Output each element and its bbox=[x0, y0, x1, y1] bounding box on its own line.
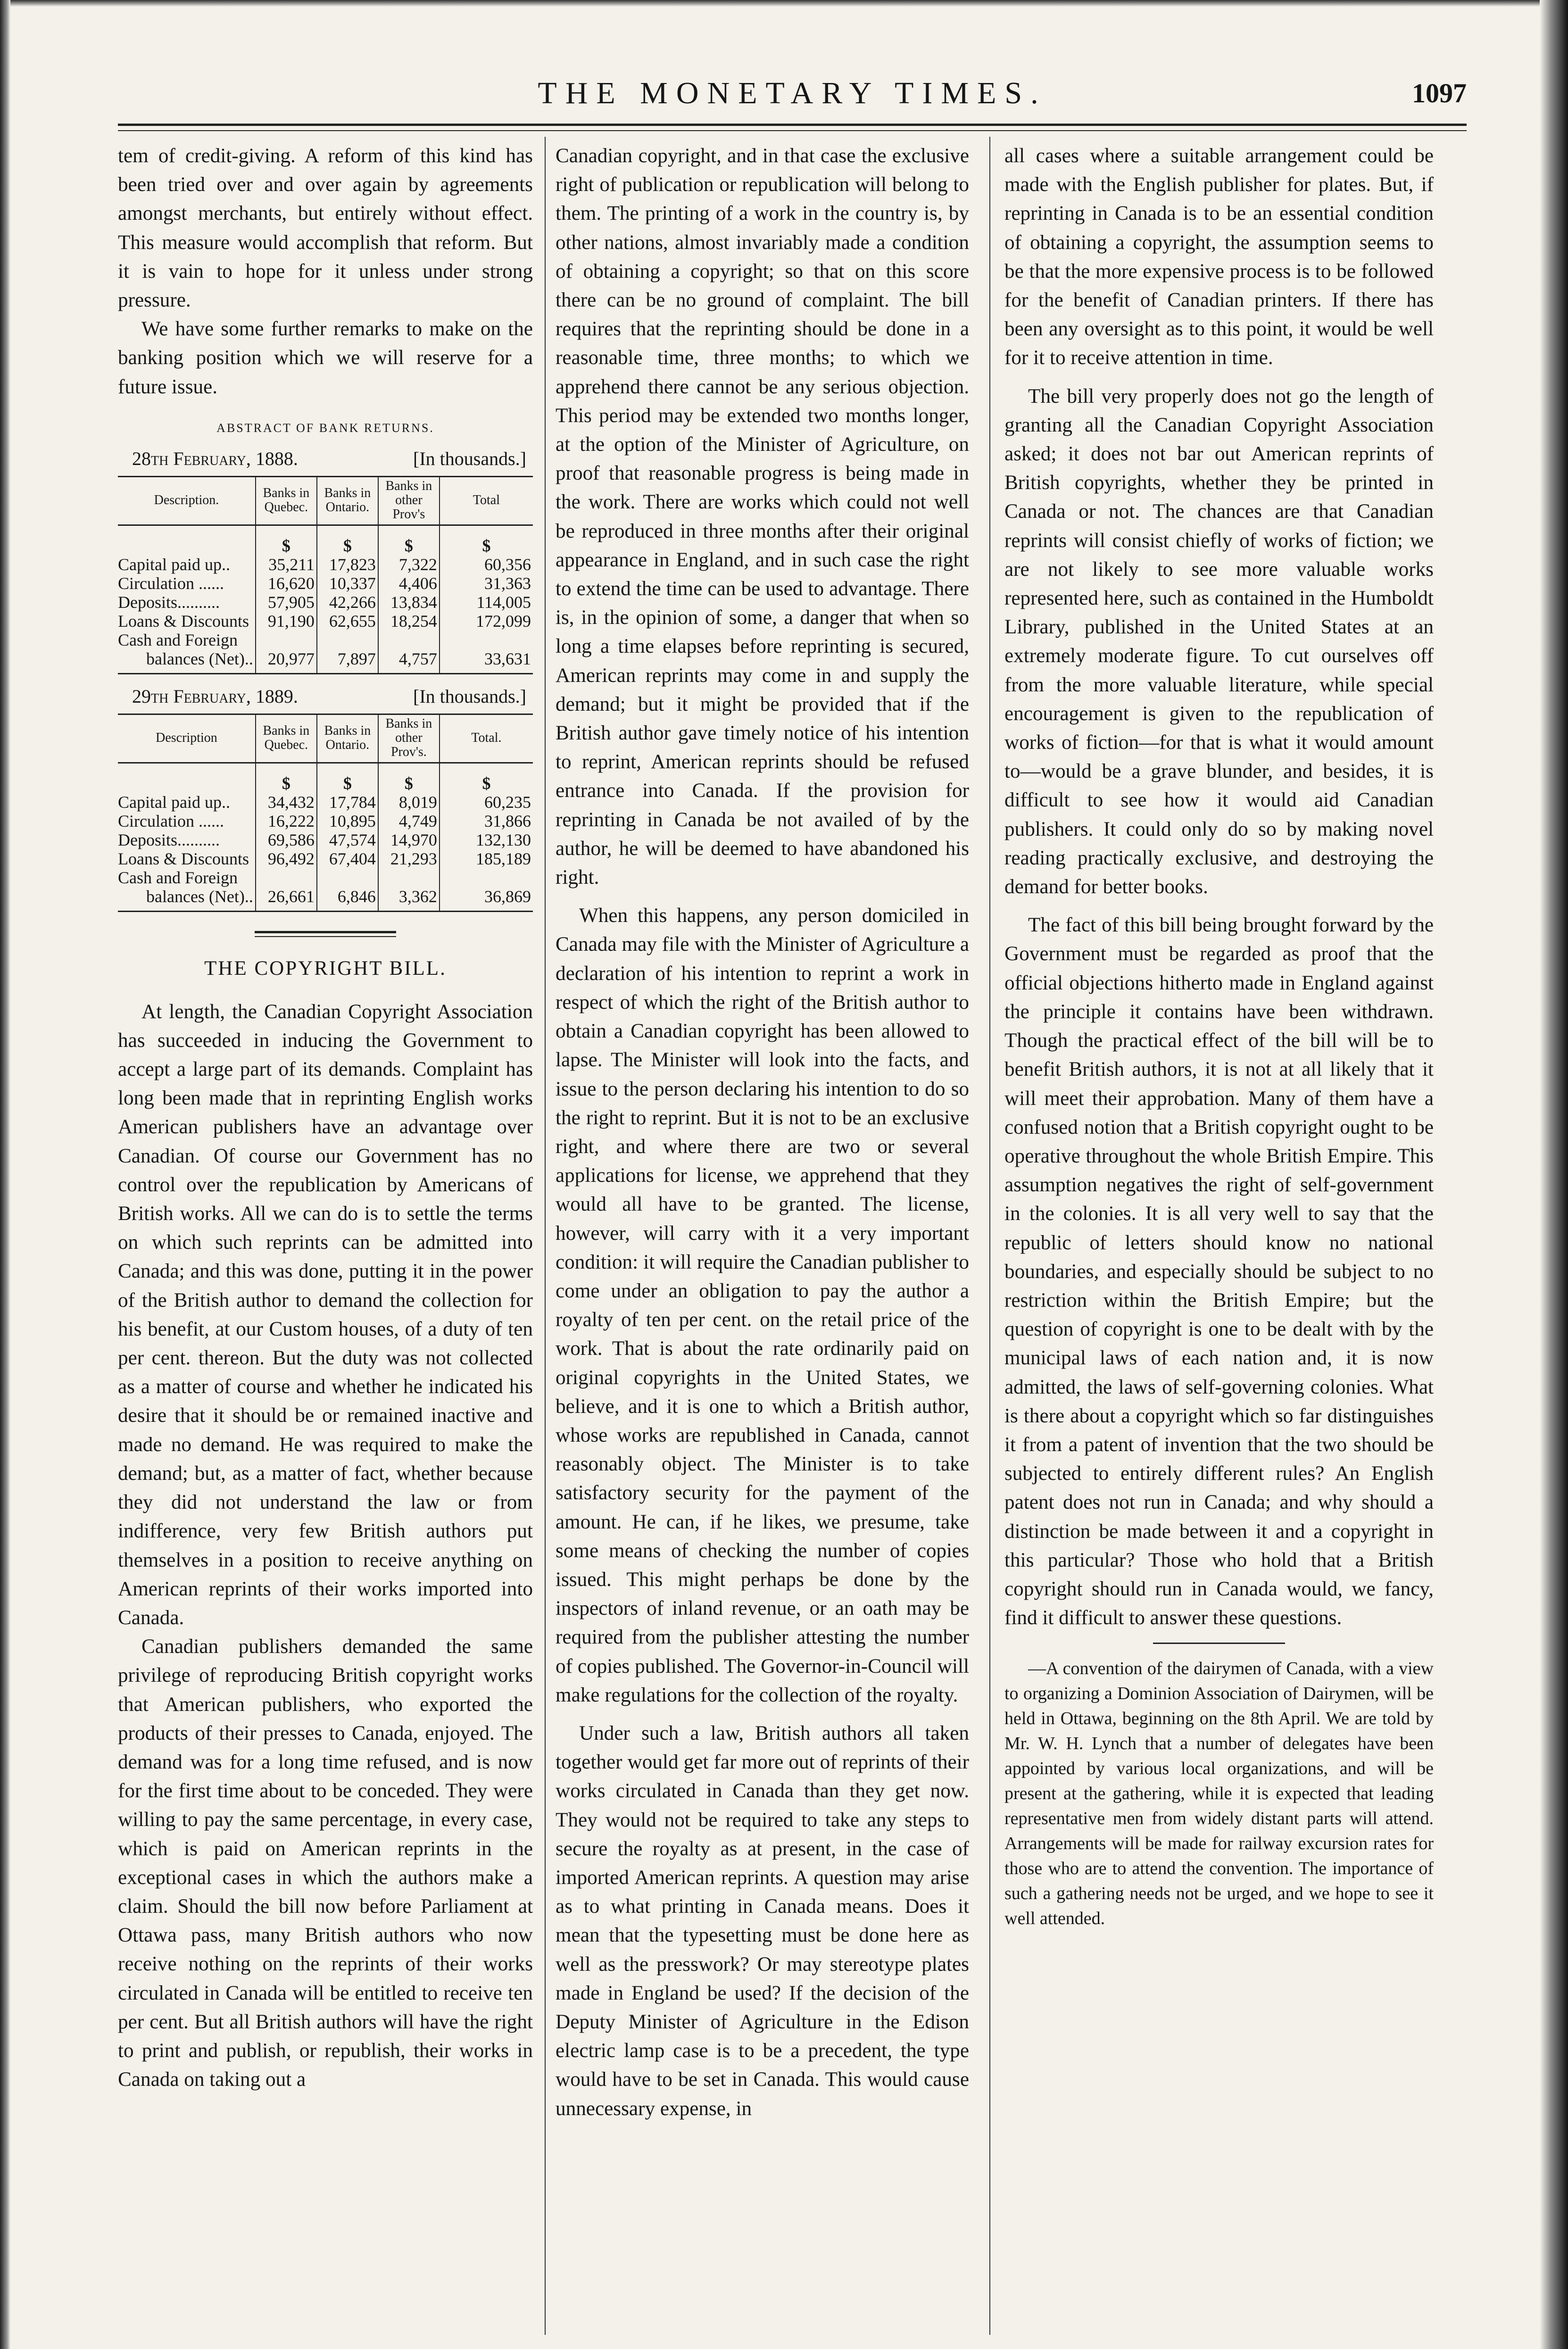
table-row bbox=[118, 849, 533, 868]
table-row bbox=[118, 830, 533, 849]
paragraph: tem of credit-giving. A reform of this kind has been tried over and over again by agreements amongst merchants, but entirely without effect. This measure would accomplish that reform. But it is vain to hope for it unless under strong pressure. bbox=[118, 145, 533, 312]
table-unit: [In thousands.] bbox=[413, 448, 526, 470]
row-label: Cash and Foreign bbox=[118, 868, 238, 888]
table-date-row bbox=[118, 444, 533, 473]
table-cell: 62,655 bbox=[317, 612, 378, 631]
table-cell: 114,005 bbox=[440, 593, 533, 612]
page-left-edge bbox=[0, 0, 10, 2349]
section-divider bbox=[255, 931, 396, 937]
table-row bbox=[118, 793, 533, 812]
units-row bbox=[118, 525, 533, 556]
table-cell: 10,895 bbox=[317, 812, 378, 830]
page-right-edge bbox=[1540, 0, 1568, 2349]
paragraph: Under such a law, British authors all taken together would get far more out of reprints of their works circulated in Canada than they get now. They would not be required to take any steps to secure the royalty as at present, in the case of imported American reprints. A question may arise as to what printing in Canada means. Does it mean that the typesetting must be done here as well as the presswork? Or may stereotype plates made in England be used? If the decision of the Deputy Minister of Agriculture in the Edison electric lamp case is to be a precedent, the type would have to be set in Canada. This would cause unnecessary expense, in bbox=[556, 1722, 969, 2120]
header-total: Total bbox=[440, 477, 533, 525]
table-cell bbox=[317, 631, 378, 649]
paragraph: We have some further remarks to make on the banking position which we will reserve for a future issue. bbox=[118, 318, 533, 398]
row-label: balances (Net).. bbox=[118, 887, 256, 912]
table-row bbox=[118, 555, 533, 574]
table-cell: 96,492 bbox=[256, 849, 317, 868]
row-label: balances (Net).. bbox=[118, 649, 256, 674]
bank-returns-table-1889 bbox=[118, 714, 533, 912]
row-label: Cash and Foreign bbox=[118, 631, 238, 650]
table-cell: 7,897 bbox=[317, 649, 378, 674]
units-row bbox=[118, 763, 533, 793]
bank-returns-table-1888 bbox=[118, 476, 533, 674]
header-quebec: Banks in Quebec. bbox=[256, 477, 317, 525]
header-other-provinces: Banks in other Prov's. bbox=[378, 714, 440, 763]
row-label: Loans & Discounts bbox=[118, 849, 249, 869]
table-cell: 26,661 bbox=[256, 887, 317, 912]
table-cell: 21,293 bbox=[378, 849, 440, 868]
paragraph: Canadian copyright, and in that case the exclusive right of publication or republication will belong to them. The printing of a work in the country is, by other nations, almost invariably made a condition of obtaining a copyright; so that on this score there can be no ground of complaint. The bill requires that the reprinting should be done in a reasonable time, three months; to which we apprehend there cannot be any serious objection. This period may be extended two months longer, at the option of the Minister of Agriculture, on proof that reasonable progress is being made in the work. There are works which could not well be reproduced in three months after their original appearance in England, and in such case the right to extend the time can be used to advantage. There is, in the opinion of some, a danger that when so long a time elapses before reprinting is secured, American reprints may come in and supply the demand; but it might be provided that if the British author gave timely notice of his intention to reprint, American reprints should be refused entrance into Canada. If the provision for reprinting in Canada be not availed of by the author, he will be deemed to have abandoned his right. bbox=[556, 145, 969, 889]
header-quebec: Banks in Quebec. bbox=[256, 714, 317, 763]
table-cell: 36,869 bbox=[440, 887, 533, 912]
paragraph: When this happens, any person domiciled in Canada may file with the Minister of Agriculture a declaration of his intention to reprint a work in respect of which the right of the British author to obtain a Canadian copyright has been allowed to lapse. The Minister will look into the facts, and issue to the person declaring his intention to do so the right to reprint. But it is not to be an exclusive right, and where there are two or several applications for license, we apprehend that they would all have to be granted. The license, however, will carry with it a very important condition: it will require the Canadian publisher to come under an obligation to pay the author a royalty of ten per cent. on the retail price of the work. That is about the rate ordinarily paid on original copyrights in the United States, we believe, and it is one to which a British author, whose works are republished in Canada, cannot reasonably object. The Minister is to take satisfactory security for the payment of the amount. He can, if he likes, we presume, take some means of checking the number of copies issued. This might perhaps be done by the inspectors of inland revenue, or an oath may be required from the publisher attesting the number of copies published. The Governor-in-Council will make regulations for the collection of the royalty. bbox=[556, 905, 969, 1706]
row-label: Deposits.......... bbox=[118, 593, 220, 612]
table-cell bbox=[317, 868, 378, 887]
unit-cell: $ bbox=[317, 763, 378, 793]
header-ontario: Banks in Ontario. bbox=[317, 477, 378, 525]
news-note: —A convention of the dairymen of Canada, with a view to organizing a Dominion Association of Dairymen, will be held in Ottawa, beginning on the 8th April. We are told by Mr. W. H. Lynch that a number of delegates have been appointed by various local organizations, and will be present at the gathering, while it is expected that leading representative men from widely distant parts will attend. Arrangements will be made for railway excursion rates for those who are to attend the convention. The importance of such a gathering needs not be urged, and we hope to see it well attended. bbox=[1004, 1659, 1434, 1929]
table-cell bbox=[256, 868, 317, 887]
column-divider-2 bbox=[989, 137, 990, 2335]
column-3 bbox=[1004, 141, 1434, 1931]
table-cell: 132,130 bbox=[440, 830, 533, 849]
table-cell: 10,337 bbox=[317, 574, 378, 593]
table-cell: 31,866 bbox=[440, 812, 533, 830]
row-label: Circulation ...... bbox=[118, 574, 224, 593]
header-description: Description bbox=[118, 714, 256, 763]
table-cell bbox=[440, 631, 533, 649]
table-cell: 33,631 bbox=[440, 649, 533, 674]
table-date: 28th February, 1888. bbox=[132, 448, 298, 470]
table-cell: 18,254 bbox=[378, 612, 440, 631]
table-cell: 16,620 bbox=[256, 574, 317, 593]
column-divider-1 bbox=[545, 137, 546, 2335]
table-cell: 34,432 bbox=[256, 793, 317, 812]
table-row bbox=[118, 631, 533, 649]
table-cell: 17,823 bbox=[317, 555, 378, 574]
table-cell: 67,404 bbox=[317, 849, 378, 868]
paragraph: At length, the Canadian Copyright Association has succeeded in inducing the Government to accept a large part of its demands. Complaint has long been made that in reprinting English works American publishers have an advantage over Canadian. Of course our Government has no control over the republication by Americans of British works. All we can do is to settle the terms on which such reprints can be admitted into Canada; and this was done, putting it in the power of the British author to demand the collection for his benefit, at our Custom houses, of a duty of ten per cent. thereon. But the duty was not collected as a matter of course and whether he indicated his desire that it should be or remained inactive and made no demand. He was required to make the demand; but, as a matter of fact, whether because they did not understand the law or from indifference, very few British authors put themselves in a position to receive anything on American reprints of their works imported into Canada. bbox=[118, 1000, 533, 1629]
row-label: Capital paid up.. bbox=[118, 555, 230, 574]
paragraph: The fact of this bill being brought forward by the Government must be regarded as proof that the official objections hitherto made in England against the principle it contains have been withdrawn. Though the practical effect of the bill will be to benefit British authors, it is not at all likely that it will meet their approbation. Many of them have a confused notion that a British copyright ought to be operative throughout the whole British Empire. This assumption negatives the right of self-government in the colonies. It is all very well to say that the republic of letters should know no national boundaries, and especially should be subject to no restriction within the British Empire; but the question of copyright is one to be dealt with by the municipal laws of each nation and, it is now admitted, the laws of self-governing colonies. What is there about a copyright which so far distinguishes it from a patent of invention that the two should be subjected to entirely different rules? An English patent does not run in Canada; and why should a distinction be made between it and a copyright in this particular? Those who hold that a British copyright should run in Canada would, we fancy, find it difficult to answer these questions. bbox=[1004, 914, 1434, 1629]
table-cell: 42,266 bbox=[317, 593, 378, 612]
table-cell bbox=[256, 631, 317, 649]
row-label: Deposits.......... bbox=[118, 830, 220, 850]
table-row bbox=[118, 887, 533, 912]
paragraph: all cases where a suitable arrangement could be made with the English publisher for plates. But, if reprinting in Canada is to be an essential condition of obtaining a copyright, the assumption seems to be that the more expensive process is to be followed for the benefit of Canadian printers. If there has been any oversight as to this point, it would be well for it to receive attention in time. bbox=[1004, 145, 1434, 369]
article-heading: THE COPYRIGHT BILL. bbox=[204, 957, 447, 980]
header-description: Description. bbox=[118, 477, 256, 525]
table-cell: 13,834 bbox=[378, 593, 440, 612]
row-label: Loans & Discounts bbox=[118, 612, 249, 631]
table-cell: 172,099 bbox=[440, 612, 533, 631]
table-cell: 57,905 bbox=[256, 593, 317, 612]
table-unit: [In thousands.] bbox=[413, 686, 526, 707]
table-cell: 60,356 bbox=[440, 555, 533, 574]
unit-cell: $ bbox=[317, 525, 378, 556]
unit-cell: $ bbox=[256, 763, 317, 793]
paragraph: The bill very properly does not go the length of granting all the Canadian Copyright Association asked; it does not bar out American reprints of British copyrights, whether they be printed in Canada or not. The chances are that Canadian reprints will consist chiefly of works of fiction; we are not likely to see more valuable works represented here, such as contained in the Humboldt Library, published in the United States at an extremely moderate figure. To cut ourselves off from the more valuable literature, while special encouragement is given to the republication of works of fiction—for that is what it would amount to—would be a grave blunder, and besides, it is difficult to see how it would aid Canadian publishers. It could only do so by making novel reading practically exclusive, and destroying the demand for better books. bbox=[1004, 385, 1434, 898]
unit-cell: $ bbox=[378, 763, 440, 793]
table-cell: 3,362 bbox=[378, 887, 440, 912]
paragraph: Canadian publishers demanded the same privilege of reproducing British copyright works that American publishers, who exported the products of their presses to Canada, enjoyed. The demand was for a long time refused, and is now for the first time about to be conceded. They were willing to pay the same percentage, in every case, which is paid on American reprints in the exceptional cases in which the authors make a claim. Should the bill now before Parliament at Ottawa pass, many British authors who now receive nothing on the reprints of their works circulated in Canada will be entitled to receive ten per cent. But all British authors will have the right to print and publish, or republish, their works in Canada on taking out a bbox=[118, 1635, 533, 2091]
table-cell: 69,586 bbox=[256, 830, 317, 849]
section-divider bbox=[1153, 1643, 1285, 1644]
table-cell: 8,019 bbox=[378, 793, 440, 812]
table-cell: 31,363 bbox=[440, 574, 533, 593]
page-number: 1097 bbox=[1412, 78, 1467, 108]
table-row bbox=[118, 593, 533, 612]
table-header-row bbox=[118, 714, 533, 763]
newspaper-title: THE MONETARY TIMES. bbox=[538, 76, 1047, 110]
header-ontario: Banks in Ontario. bbox=[317, 714, 378, 763]
row-label: Circulation ...... bbox=[118, 812, 224, 831]
table-row bbox=[118, 812, 533, 830]
table-cell: 4,757 bbox=[378, 649, 440, 674]
table-cell: 35,211 bbox=[256, 555, 317, 574]
table-cell bbox=[378, 868, 440, 887]
table-caption: ABSTRACT OF BANK RETURNS. bbox=[216, 421, 434, 435]
page-top-edge bbox=[0, 0, 1568, 7]
column-1 bbox=[118, 141, 533, 2094]
header-other-provinces: Banks in other Prov's bbox=[378, 477, 440, 525]
table-cell: 6,846 bbox=[317, 887, 378, 912]
unit-cell: $ bbox=[440, 525, 533, 556]
unit-cell bbox=[118, 763, 256, 793]
table-cell: 60,235 bbox=[440, 793, 533, 812]
unit-cell bbox=[118, 525, 256, 556]
masthead-rule bbox=[118, 124, 1467, 126]
table-date-row bbox=[118, 682, 533, 711]
table-row bbox=[118, 574, 533, 593]
table-date: 29th February, 1889. bbox=[132, 686, 298, 707]
table-cell: 16,222 bbox=[256, 812, 317, 830]
masthead-rule-thin bbox=[118, 130, 1467, 131]
header-total: Total. bbox=[440, 714, 533, 763]
table-row bbox=[118, 612, 533, 631]
table-cell bbox=[440, 868, 533, 887]
table-cell: 91,190 bbox=[256, 612, 317, 631]
table-cell: 14,970 bbox=[378, 830, 440, 849]
column-2 bbox=[556, 141, 969, 2123]
table-cell: 47,574 bbox=[317, 830, 378, 849]
unit-cell: $ bbox=[256, 525, 317, 556]
unit-cell: $ bbox=[440, 763, 533, 793]
table-cell: 7,322 bbox=[378, 555, 440, 574]
table-cell: 185,189 bbox=[440, 849, 533, 868]
table-header-row bbox=[118, 477, 533, 525]
table-row bbox=[118, 868, 533, 887]
table-cell: 4,749 bbox=[378, 812, 440, 830]
unit-cell: $ bbox=[378, 525, 440, 556]
table-row bbox=[118, 649, 533, 674]
table-cell: 4,406 bbox=[378, 574, 440, 593]
masthead bbox=[118, 75, 1467, 118]
table-cell: 20,977 bbox=[256, 649, 317, 674]
row-label: Capital paid up.. bbox=[118, 793, 230, 812]
table-cell: 17,784 bbox=[317, 793, 378, 812]
table-cell bbox=[378, 631, 440, 649]
